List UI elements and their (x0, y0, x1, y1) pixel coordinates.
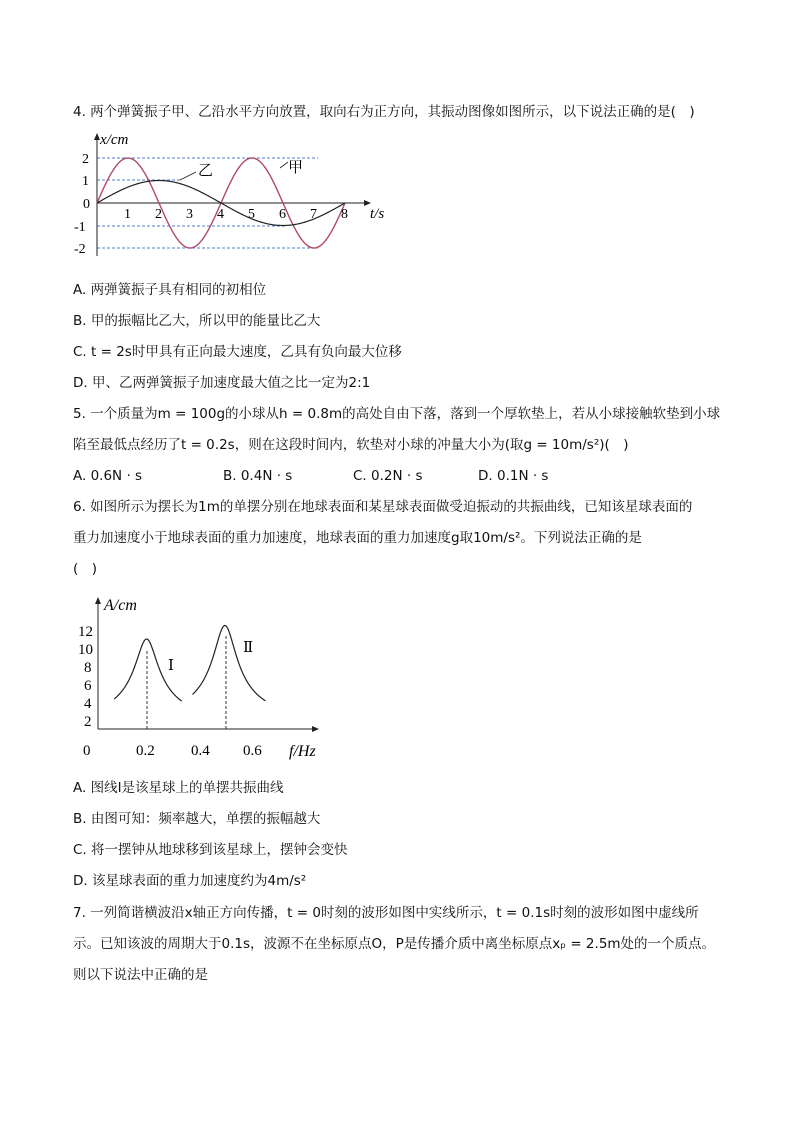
x-tick-1: 1 (124, 207, 131, 222)
q5-option-a: A. 0.6N · s (73, 468, 143, 484)
y-tick-6: 6 (84, 678, 92, 694)
q6-line-3: ( ) (73, 561, 98, 577)
q5-option-d: D. 0.1N · s (478, 468, 549, 484)
q6-resonance-chart (78, 590, 338, 760)
q6-option-c: C. 将一摆钟从地球移到该星球上，摆钟会变快 (73, 842, 348, 858)
y-tick-8: 8 (84, 660, 92, 676)
q5-option-b: B. 0.4N · s (223, 468, 293, 484)
x-tick-04: 0.4 (191, 743, 210, 759)
y-tick-1: 1 (82, 174, 89, 189)
y-tick-m1: -1 (74, 220, 86, 235)
y-tick-2: 2 (84, 714, 92, 730)
q6-option-d: D. 该星球表面的重力加速度约为4m/s² (73, 873, 307, 889)
y-axis-label: A/cm (104, 597, 137, 614)
q6-option-b: B. 由图可知：频率越大，单摆的振幅越大 (73, 811, 321, 827)
q5-line-1: 5. 一个质量为m = 100g的小球从h = 0.8m的高处自由下落，落到一个厚软垫上，若从小球接触软垫到小球 (73, 406, 721, 422)
q4-option-b: B. 甲的振幅比乙大，所以甲的能量比乙大 (73, 313, 321, 329)
x-tick-02: 0.2 (136, 743, 155, 759)
q4-stem: 4. 两个弹簧振子甲、乙沿水平方向放置，取向右为正方向，其振动图像如图所示，以下说法正确的是( ) (73, 104, 695, 120)
q7-line-2: 示。已知该波的周期大于0.1s，波源不在坐标原点O，P是传播介质中离坐标原点xₚ = 2.5m处的一个质点。 (73, 936, 716, 952)
q7-line-1: 7. 一列简谐横波沿x轴正方向传播，t = 0时刻的波形如图中实线所示，t = 0.1s时刻的波形如图中虚线所 (73, 905, 699, 921)
q6-option-a: A. 图线I是该星球上的单摆共振曲线 (73, 780, 284, 796)
curve-label-II: Ⅱ (243, 640, 254, 656)
x-tick-6: 6 (279, 207, 286, 222)
q6-line-1: 6. 如图所示为摆长为1m的单摆分别在地球表面和某星球表面做受迫振动的共振曲线，已知该星球表面的 (73, 499, 693, 515)
label-pointer-yi (180, 172, 196, 180)
y-tick-2: 2 (82, 152, 89, 167)
q6-line-2: 重力加速度小于地球表面的重力加速度，地球表面的重力加速度g取10m/s²。下列说法正确的是 (73, 530, 642, 546)
x-axis-label: t/s (370, 206, 385, 222)
x-tick-2: 2 (155, 207, 162, 222)
y-tick-10: 10 (78, 642, 93, 658)
q5-option-c: C. 0.2N · s (353, 468, 423, 484)
x-tick-7: 7 (310, 207, 317, 222)
q4-option-d: D. 甲、乙两弹簧振子加速度最大值之比一定为2:1 (73, 375, 371, 391)
x-tick-06: 0.6 (243, 743, 262, 759)
y-tick-m2: -2 (74, 242, 86, 257)
q7-line-3: 则以下说法中正确的是 (73, 967, 208, 983)
x-tick-4: 4 (217, 207, 224, 222)
curve-label-I: Ⅰ (168, 658, 174, 674)
y-tick-12: 12 (78, 624, 93, 640)
origin-label: 0 (83, 743, 91, 759)
y-axis-label: x/cm (100, 132, 129, 148)
x-axis-label: f/Hz (289, 743, 316, 760)
q5-line-2: 陷至最低点经历了t = 0.2s，则在这段时间内，软垫对小球的冲量大小为(取g = 10m/s²)( ) (73, 437, 629, 453)
q4-option-c: C. t = 2s时甲具有正向最大速度，乙具有负向最大位移 (73, 344, 402, 360)
x-tick-8: 8 (341, 207, 348, 222)
curve-II (193, 626, 266, 701)
label-jia: 甲 (288, 160, 304, 176)
y-tick-0: 0 (83, 197, 90, 212)
label-pointer-jia (280, 162, 288, 168)
y-tick-4: 4 (84, 696, 92, 712)
x-tick-5: 5 (248, 207, 255, 222)
q4-option-a: A. 两弹簧振子具有相同的初相位 (73, 282, 267, 298)
label-yi: 乙 (198, 163, 214, 179)
x-tick-3: 3 (186, 207, 193, 222)
q4-vibration-chart (70, 128, 400, 258)
